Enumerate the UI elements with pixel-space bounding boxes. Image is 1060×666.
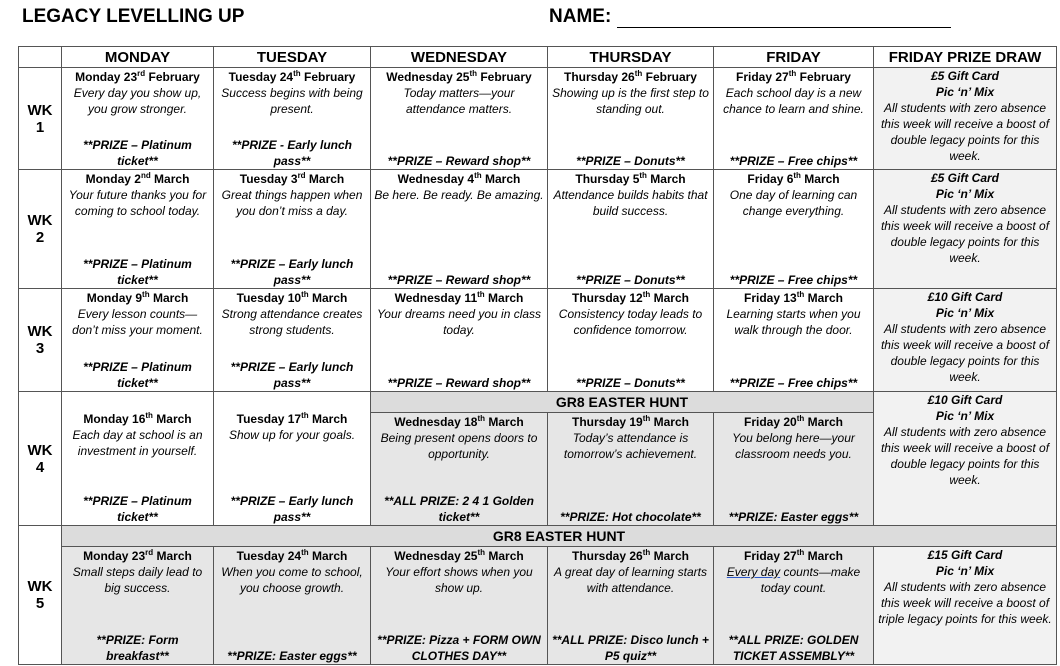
day-cell-friday <box>714 170 874 289</box>
day-date-suffix: th <box>634 69 643 78</box>
day-date-month: March <box>650 549 689 563</box>
prize-draw-gift: £5 Gift Card <box>930 69 999 83</box>
day-cell-wednesday <box>371 68 548 170</box>
day-date-month: March <box>804 291 843 305</box>
week-label <box>19 526 62 665</box>
day-quote: Learning starts when you walk through the door. <box>726 307 861 337</box>
prize-draw-mix: Pic ‘n’ Mix <box>935 187 995 201</box>
day-quote: Your future thanks you for coming to school today. <box>68 188 207 218</box>
day-date-suffix: th <box>642 290 651 299</box>
day-prize: **PRIZE – Platinum ticket** <box>83 257 192 287</box>
day-date-month: March <box>150 172 190 186</box>
day-date <box>714 290 873 306</box>
day-date-text: Tuesday 24 <box>228 70 294 84</box>
day-prize: **PRIZE – Platinum ticket** <box>83 360 192 390</box>
day-date-text: Tuesday 10 <box>236 291 302 305</box>
day-date-month: February <box>145 70 200 84</box>
week-label-number: 3 <box>35 340 45 357</box>
day-date <box>371 290 547 306</box>
prize-draw-mix: Pic ‘n’ Mix <box>935 306 995 320</box>
header-row <box>19 47 1057 68</box>
name-field <box>549 6 951 28</box>
day-date <box>371 69 547 85</box>
underlined-phrase: Every day <box>726 565 781 579</box>
prize-draw-cell <box>874 68 1057 170</box>
day-date <box>214 411 370 427</box>
day-prize: **PRIZE: Pizza + FORM OWN CLOTHES DAY** <box>377 633 541 663</box>
day-cell-wednesday <box>371 289 548 392</box>
day-date <box>548 548 713 564</box>
day-date-suffix: th <box>477 414 486 423</box>
col-header-wednesday: WEDNESDAY <box>371 47 548 68</box>
day-date-month: February <box>300 70 356 84</box>
prize-draw-gift: £10 Gift Card <box>927 393 1003 407</box>
day-prize: **PRIZE: Hot chocolate** <box>560 510 701 524</box>
day-date-suffix: rd <box>297 171 306 180</box>
week-label-number: 2 <box>35 229 45 246</box>
day-prize: **PRIZE – Donuts** <box>576 273 685 287</box>
week-row <box>19 392 1057 413</box>
day-date <box>214 69 370 85</box>
day-date-month: February <box>642 70 697 84</box>
day-date <box>714 69 873 85</box>
easter-hunt-banner: GR8 EASTER HUNT <box>62 526 1057 547</box>
day-date-text: Tuesday 17 <box>236 412 302 426</box>
day-date-text: Friday 27 <box>736 70 789 84</box>
day-date-month: March <box>305 172 345 186</box>
day-date-suffix: nd <box>140 171 151 180</box>
week-label-prefix: WK <box>27 578 53 595</box>
day-date <box>714 548 873 564</box>
col-header-monday: MONDAY <box>62 47 214 68</box>
day-quote: Today matters—your attendance matters. <box>403 86 515 116</box>
week-label-prefix: WK <box>27 323 53 340</box>
day-date-text: Monday 2 <box>85 172 141 186</box>
day-date-month: March <box>484 291 524 305</box>
day-date <box>714 414 873 430</box>
day-cell-thursday <box>548 170 714 289</box>
day-date-month: February <box>796 70 851 84</box>
day-date-suffix: th <box>796 414 805 423</box>
easter-hunt-banner: GR8 EASTER HUNT <box>371 392 874 413</box>
day-prize: **PRIZE – Reward shop** <box>387 376 531 390</box>
day-date-suffix: th <box>142 290 150 299</box>
day-date-text: Friday 20 <box>744 415 797 429</box>
day-prize: **PRIZE – Platinum ticket** <box>83 138 192 168</box>
day-date-month: March <box>804 549 843 563</box>
day-date-text: Thursday 26 <box>564 70 635 84</box>
day-prize: **PRIZE: Form breakfast** <box>96 633 179 663</box>
day-date-text: Wednesday 4 <box>397 172 475 186</box>
day-quote: Show up for your goals. <box>228 428 356 442</box>
day-prize: **PRIZE – Early lunch pass** <box>230 360 354 390</box>
day-quote: When you come to school, you choose growth. <box>221 565 363 595</box>
day-date-suffix: th <box>477 548 486 557</box>
day-date-text: Thursday 5 <box>575 172 640 186</box>
day-prize: **PRIZE – Free chips** <box>729 273 858 287</box>
week-row <box>19 547 1057 665</box>
col-header-thursday: THURSDAY <box>548 47 714 68</box>
day-quote: Strong attendance creates strong students. <box>221 307 363 337</box>
day-quote: Consistency today leads to confidence tomorrow. <box>558 307 703 337</box>
prize-draw-body: All students with zero absence this week will receive a boost of double legacy points for this week. <box>880 322 1050 384</box>
prize-draw-cell <box>874 547 1057 665</box>
col-header-friday: FRIDAY <box>714 47 874 68</box>
prize-draw-mix: Pic ‘n’ Mix <box>935 409 995 423</box>
day-date-suffix: th <box>642 548 651 557</box>
day-quote: Success begins with being present. <box>221 86 363 116</box>
day-date-suffix: rd <box>145 548 154 557</box>
day-cell-wednesday <box>371 547 548 665</box>
day-prize: **PRIZE - Early lunch pass** <box>231 138 353 168</box>
day-quote: You belong here—your classroom needs you. <box>732 431 855 461</box>
day-date-text: Thursday 19 <box>572 415 643 429</box>
day-prize: **PRIZE – Early lunch pass** <box>230 494 354 524</box>
corner-cell <box>19 47 62 68</box>
day-prize: **PRIZE – Donuts** <box>576 154 685 168</box>
day-cell-tuesday <box>214 392 371 526</box>
day-date <box>371 548 547 564</box>
day-date-suffix: th <box>477 290 485 299</box>
day-date <box>714 171 873 187</box>
day-quote: Each day at school is an investment in yourself. <box>72 428 203 458</box>
prize-draw-cell <box>874 170 1057 289</box>
day-date-month: March <box>308 549 348 563</box>
day-date-suffix: th <box>639 171 647 180</box>
day-date-text: Thursday 12 <box>572 291 643 305</box>
day-prize: **PRIZE – Free chips** <box>729 154 858 168</box>
day-cell-thursday <box>548 289 714 392</box>
day-prize: **PRIZE: Easter eggs** <box>728 510 859 524</box>
day-prize: **PRIZE – Early lunch pass** <box>230 257 354 287</box>
day-date-suffix: th <box>642 414 651 423</box>
day-date <box>548 290 713 306</box>
day-date-text: Monday 23 <box>83 549 146 563</box>
day-quote: Be here. Be ready. Be amazing. <box>374 188 544 202</box>
day-quote: Every lesson counts—don’t miss your moment. <box>72 307 203 337</box>
day-prize: **ALL PRIZE: Disco lunch + P5 quiz** <box>552 633 709 663</box>
day-date-month: March <box>650 415 689 429</box>
day-date-text: Monday 9 <box>86 291 143 305</box>
day-date <box>62 548 213 564</box>
day-cell-friday <box>714 289 874 392</box>
prize-draw-gift: £15 Gift Card <box>927 548 1003 562</box>
week-label <box>19 170 62 289</box>
prize-draw-gift: £10 Gift Card <box>927 290 1003 304</box>
day-date-month: March <box>149 291 189 305</box>
day-quote: Small steps daily lead to big success. <box>72 565 203 595</box>
week-row <box>19 170 1057 289</box>
prize-draw-cell <box>874 392 1057 526</box>
week-label-number: 4 <box>35 458 45 476</box>
day-date-suffix: th <box>301 411 309 420</box>
day-date-month: March <box>650 291 689 305</box>
day-date-suffix: th <box>793 171 801 180</box>
week-label <box>19 289 62 392</box>
day-date-text: Friday 13 <box>744 291 797 305</box>
day-prize: **PRIZE – Reward shop** <box>387 273 531 287</box>
day-cell-monday <box>62 289 214 392</box>
day-date-text: Wednesday 25 <box>386 70 470 84</box>
day-cell-wednesday <box>371 413 548 526</box>
day-cell-friday <box>714 68 874 170</box>
day-quote: Today’s attendance is tomorrow’s achievement. <box>563 431 698 461</box>
day-date-month: March <box>646 172 686 186</box>
prize-draw-body: All students with zero absence this week will receive a boost of double legacy points for this week. <box>880 101 1050 163</box>
day-date-text: Thursday 26 <box>572 549 643 563</box>
prize-draw-body: All students with zero absence this week will receive a boost of double legacy points for this week. <box>880 425 1050 487</box>
page-title: LEGACY LEVELLING UP <box>22 6 245 27</box>
day-date-text: Wednesday 18 <box>394 415 478 429</box>
day-date-suffix: th <box>293 69 301 78</box>
day-prize: **PRIZE – Donuts** <box>576 376 685 390</box>
day-cell-tuesday <box>214 289 371 392</box>
day-quote: Every day counts—make today count. <box>726 565 861 595</box>
day-quote: Your effort shows when you show up. <box>385 565 533 595</box>
day-date-month: March <box>485 415 524 429</box>
day-prize: **PRIZE – Platinum ticket** <box>83 494 192 524</box>
day-date-text: Tuesday 24 <box>236 549 302 563</box>
day-date <box>214 548 370 564</box>
day-prize: **PRIZE – Free chips** <box>729 376 858 390</box>
day-date <box>371 171 547 187</box>
day-date-suffix: th <box>788 69 797 78</box>
prize-draw-body: All students with zero absence this week will receive a boost of double legacy points for this week. <box>880 203 1050 265</box>
day-date-suffix: th <box>145 411 153 420</box>
day-date-month: March <box>481 172 521 186</box>
day-quote: Great things happen when you don’t miss a day. <box>221 188 363 218</box>
day-date <box>548 171 713 187</box>
day-quote: Your dreams need you in class today. <box>376 307 542 337</box>
day-date <box>548 414 713 430</box>
day-quote: Each school day is a new chance to learn and shine. <box>723 86 864 116</box>
day-date-text: Tuesday 3 <box>239 172 298 186</box>
day-quote: Being present opens doors to opportunity. <box>380 431 538 461</box>
name-blank-line <box>617 10 951 28</box>
day-date-month: March <box>308 412 348 426</box>
week-label <box>19 68 62 170</box>
day-prize: **PRIZE – Reward shop** <box>387 154 531 168</box>
day-date <box>214 290 370 306</box>
day-date-month: March <box>308 291 348 305</box>
day-quote: One day of learning can change everything. <box>729 188 858 218</box>
day-date <box>214 171 370 187</box>
col-header-tuesday: TUESDAY <box>214 47 371 68</box>
day-date-text: Friday 6 <box>747 172 794 186</box>
day-date-month: March <box>153 549 192 563</box>
day-cell-friday <box>714 413 874 526</box>
day-prize: **ALL PRIZE: GOLDEN TICKET ASSEMBLY** <box>728 633 859 663</box>
day-date-text: Wednesday 11 <box>394 291 478 305</box>
day-date-suffix: th <box>469 69 478 78</box>
week-row <box>19 68 1057 170</box>
day-date-month: February <box>477 70 532 84</box>
day-cell-monday <box>62 547 214 665</box>
day-cell-monday <box>62 392 214 526</box>
day-cell-friday <box>714 547 874 665</box>
day-date-month: March <box>800 172 840 186</box>
week-label-prefix: WK <box>27 212 53 229</box>
day-cell-thursday <box>548 547 714 665</box>
day-cell-thursday <box>548 413 714 526</box>
day-date <box>62 171 213 187</box>
day-cell-monday <box>62 170 214 289</box>
day-date-text: Friday 27 <box>744 549 797 563</box>
day-date <box>62 290 213 306</box>
day-cell-tuesday <box>214 547 371 665</box>
day-date-suffix: th <box>301 290 309 299</box>
name-label: NAME: <box>549 6 612 27</box>
week-label-number: 1 <box>35 118 45 136</box>
week-row <box>19 289 1057 392</box>
day-date-suffix: th <box>474 171 482 180</box>
prize-draw-body: All students with zero absence this week will receive a boost of triple legacy points for this week. <box>878 580 1052 626</box>
day-prize: **ALL PRIZE: 2 4 1 Golden ticket** <box>384 494 534 524</box>
day-date <box>62 69 213 85</box>
day-date-text: Monday 16 <box>83 412 146 426</box>
week-row <box>19 526 1057 547</box>
day-date <box>62 411 213 427</box>
day-cell-wednesday <box>371 170 548 289</box>
day-quote: Every day you show up, you grow stronger. <box>73 86 202 116</box>
day-date-suffix: rd <box>137 69 146 78</box>
day-quote: Showing up is the first step to standing out. <box>552 86 709 116</box>
week-label-prefix: WK <box>27 101 53 119</box>
day-date <box>371 414 547 430</box>
day-date-text: Wednesday 25 <box>394 549 478 563</box>
day-date-suffix: th <box>796 548 805 557</box>
day-cell-tuesday <box>214 170 371 289</box>
attendance-calendar-table <box>18 46 1057 665</box>
week-label-prefix: WK <box>27 441 53 459</box>
day-date-text: Monday 23 <box>75 70 138 84</box>
prize-draw-mix: Pic ‘n’ Mix <box>935 85 995 99</box>
day-date-suffix: th <box>796 290 805 299</box>
day-cell-tuesday <box>214 68 371 170</box>
day-date-month: March <box>485 549 524 563</box>
day-prize: **PRIZE: Easter eggs** <box>227 649 357 663</box>
day-quote: A great day of learning starts with attendance. <box>554 565 707 595</box>
day-cell-thursday <box>548 68 714 170</box>
day-date-month: March <box>804 415 843 429</box>
prize-draw-mix: Pic ‘n’ Mix <box>935 564 995 578</box>
col-header-prize-draw: FRIDAY PRIZE DRAW <box>874 47 1057 68</box>
day-quote: Attendance builds habits that build success. <box>553 188 708 218</box>
week-label-number: 5 <box>35 595 45 612</box>
prize-draw-cell <box>874 289 1057 392</box>
week-label <box>19 392 62 526</box>
prize-draw-gift: £5 Gift Card <box>930 171 999 185</box>
day-date-month: March <box>152 412 192 426</box>
day-cell-monday <box>62 68 214 170</box>
day-date <box>548 69 713 85</box>
day-date-suffix: th <box>301 548 309 557</box>
